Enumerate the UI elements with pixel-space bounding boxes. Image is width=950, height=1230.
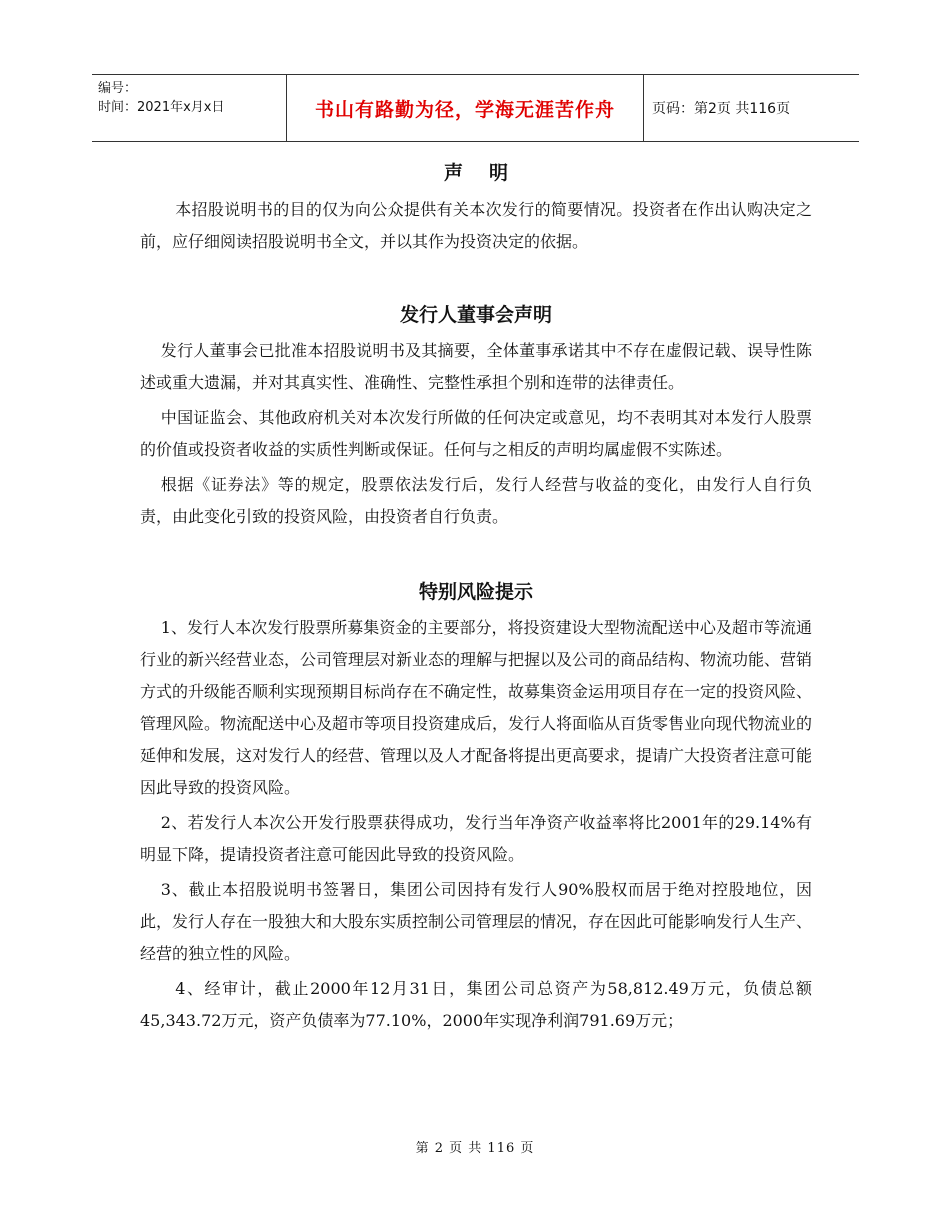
board-paragraph-1: 发行人董事会已批准本招股说明书及其摘要，全体董事承诺其中不存在虚假记载、误导性陈述或重大遗漏，并对其真实性、准确性、完整性承担个别和连带的法律责任。 (140, 341, 812, 392)
page-footer: 第 2 页 共 116 页 (415, 1141, 535, 1156)
header-page-label: 页码：第2页 共116页 (652, 101, 791, 117)
board-statement-heading: 发行人董事会声明 (399, 304, 552, 326)
page-header (92, 74, 859, 142)
risk-paragraph-1: 1、发行人本次发行股票所募集资金的主要部分，将投资建设大型物流配送中心及超市等流通行业的新兴经营业态，公司管理层对新业态的理解与把握以及公司的商品结构、物流功能、营销方式的升级能否顺利实现预期目标尚存在不确定性，故募集资金运用项目存在一定的投资风险、管理风险。物流配送中心及超市等项目投资建成后，发行人将面临从百货零售业向现代物流业的延伸和发展，这对发行人的经营、管理以及人才配备将提出更高要求，提请广大投资者注意可能因此导致的投资风险。 (140, 618, 813, 797)
risk-paragraph-4: 4、经审计，截止2000年12月31日，集团公司总资产为58,812.49万元，负债总额45,343.72万元，资产负债率为77.10%，2000年实现净利润791.69万元； (140, 979, 812, 1030)
header-meta (92, 75, 286, 141)
board-paragraph-3: 根据《证券法》等的规定，股票依法发行后，发行人经营与收益的变化，由发行人自行负责，由此变化引致的投资风险，由投资者自行负责。 (140, 475, 812, 526)
document-number-label: 编号： (98, 81, 138, 96)
statement-heading: 声明 (443, 162, 534, 184)
statement-paragraph: 本招股说明书的目的仅为向公众提供有关本次发行的简要情况。投资者在作出认购决定之前，应仔细阅读招股说明书全文，并以其作为投资决定的依据。 (140, 200, 812, 251)
risk-paragraph-2: 2、若发行人本次公开发行股票获得成功，发行当年净资产收益率将比2001年的29.14%有明显下降，提请投资者注意可能因此导致的投资风险。 (140, 813, 812, 864)
risk-paragraph-3: 3、截止本招股说明书签署日，集团公司因持有发行人90%股权而居于绝对控股地位，因此，发行人存在一股独大和大股东实质控制公司管理层的情况，存在因此可能影响发行人生产、经营的独立性的风险。 (140, 880, 813, 963)
risk-heading: 特别风险提示 (418, 581, 533, 603)
document-body (140, 158, 812, 1040)
header-slogan: 书山有路勤为径，学海无涯苦作舟 (286, 75, 644, 141)
board-paragraph-2: 中国证监会、其他政府机关对本次发行所做的任何决定或意见，均不表明其对本发行人股票的价值或投资者收益的实质性判断或保证。任何与之相反的声明均属虚假不实陈述。 (140, 408, 812, 459)
document-time-label: 时间：2021年x月x日 (98, 100, 225, 115)
